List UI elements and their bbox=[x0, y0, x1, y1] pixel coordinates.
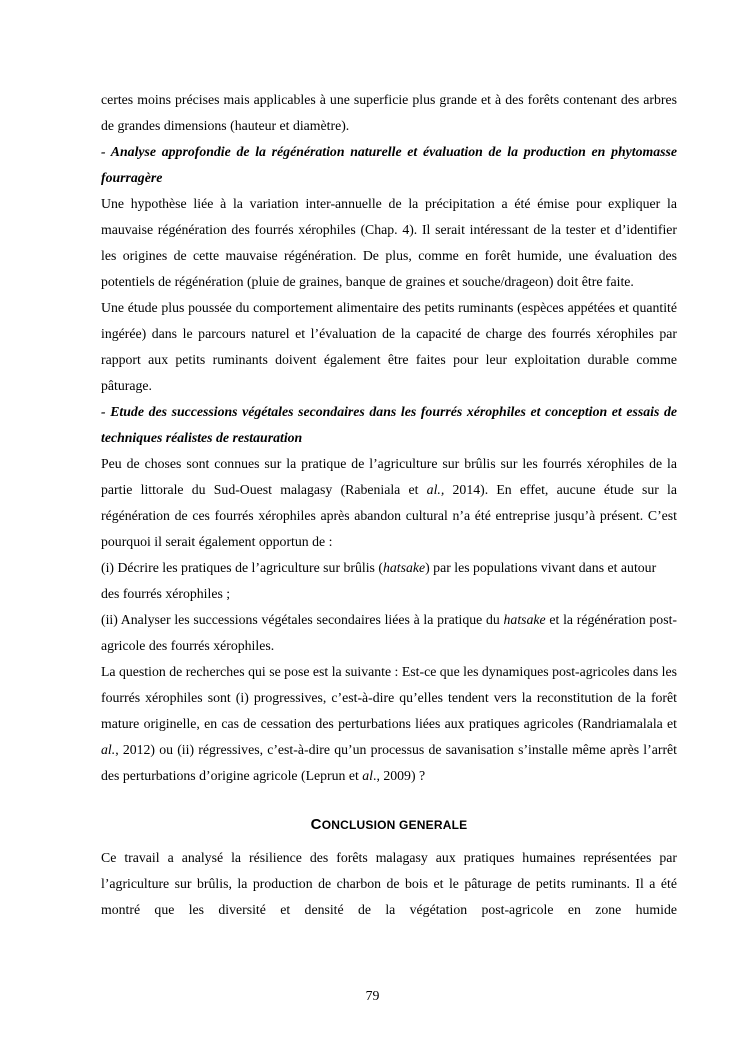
page-number: 79 bbox=[365, 988, 380, 1003]
text-run: , 2012) ou (ii) régressives, c’est-à-dire qu’un processus de savanisation s’installe même après l’arrêt des perturbations d’origine agricole (Leprun et bbox=[101, 742, 677, 783]
paragraph-conclusion: Ce travail a analysé la résilience des forêts malagasy aux pratiques humaines représentées par l’agriculture sur brûlis, la production de charbon de bois et le pâturage de petits ruminants. Il a été montré que les diversité et densité de la végétation post-agricole en zone humide bbox=[101, 850, 677, 917]
title-rest: ONCLUSION GENERALE bbox=[321, 818, 468, 832]
text-run: 2014). En effet, aucune étude sur la régénération de ces fourrés xérophiles après abandon cultural n’a été entreprise jusqu’à présent. C’est pourquoi il serait également opportun de : bbox=[101, 482, 677, 549]
list-item-describe-practices bbox=[101, 555, 677, 607]
paragraph-ruminant-behaviour: Une étude plus poussée du comportement alimentaire des petits ruminants (espèces appétées et quantité ingérée) dans le parcours naturel et l’évaluation de la capacité de charge des fourrés xérophiles par rapport aux petits ruminants doivent également être faites pour leur exploitation durable comme pâturage. bbox=[101, 300, 677, 393]
text-run: (i) Décrire les pratiques de l’agriculture sur brûlis ( bbox=[101, 560, 383, 575]
section-title-conclusion bbox=[101, 813, 677, 837]
page-body bbox=[101, 87, 677, 923]
text-run: ) par les populations vivant dans et autour des fourrés xérophiles ; bbox=[101, 560, 657, 601]
text-run: et la régénération post-agricole des fourrés xérophiles. bbox=[101, 612, 678, 653]
text-run: ., 2009) ? bbox=[373, 768, 426, 783]
heading-regeneration-analysis: - Analyse approfondie de la régénération naturelle et évaluation de la production en phytomasse fourragère bbox=[101, 144, 677, 185]
text-run: Peu de choses sont connues sur la pratique de l’agriculture sur brûlis sur les fourrés xérophiles de la partie littorale du Sud-Ouest malagasy (Rabeniala et bbox=[101, 456, 677, 497]
list-item-analyse-successions bbox=[101, 607, 677, 659]
paragraph-research-question bbox=[101, 659, 677, 789]
paragraph-regeneration-hypothesis: Une hypothèse liée à la variation inter-annuelle de la précipitation a été émise pour expliquer la mauvaise régénération des fourrés xérophiles (Chap. 4). Il serait intéressant de la tester et d’identifier les origines de cette mauvaise régénération. De plus, comme en forêt humide, une évaluation des potentiels de régénération (pluie de graines, banque de graines et souche/drageon) doit être faite. bbox=[101, 196, 677, 289]
title-initial: C bbox=[310, 816, 322, 833]
paragraph-forest-methods: certes moins précises mais applicables à une superficie plus grande et à des forêts contenant des arbres de grandes dimensions (hauteur et diamètre). bbox=[101, 92, 677, 133]
text-run: (ii) Analyser les successions végétales secondaires liées à la pratique du bbox=[101, 612, 504, 627]
citation-et-al: al bbox=[362, 768, 374, 783]
term-hatsake: hatsake bbox=[503, 612, 546, 627]
term-hatsake: hatsake bbox=[382, 560, 426, 575]
paragraph-slash-and-burn bbox=[101, 451, 677, 555]
citation-et-al: al. bbox=[101, 742, 116, 757]
citation-et-al: al., bbox=[426, 482, 445, 497]
heading-secondary-successions: - Etude des successions végétales secondaires dans les fourrés xérophiles et conception et essais de techniques réalistes de restauration bbox=[101, 404, 677, 445]
text-run: La question de recherches qui se pose est la suivante : Est-ce que les dynamiques post-agricoles dans les fourrés xérophiles sont (i) progressives, c’est-à-dire qu’elles tendent vers la reconstitution de la forêt mature originelle, en cas de cessation des perturbations liées aux pratiques agricoles (Randriamalala et bbox=[101, 664, 677, 731]
